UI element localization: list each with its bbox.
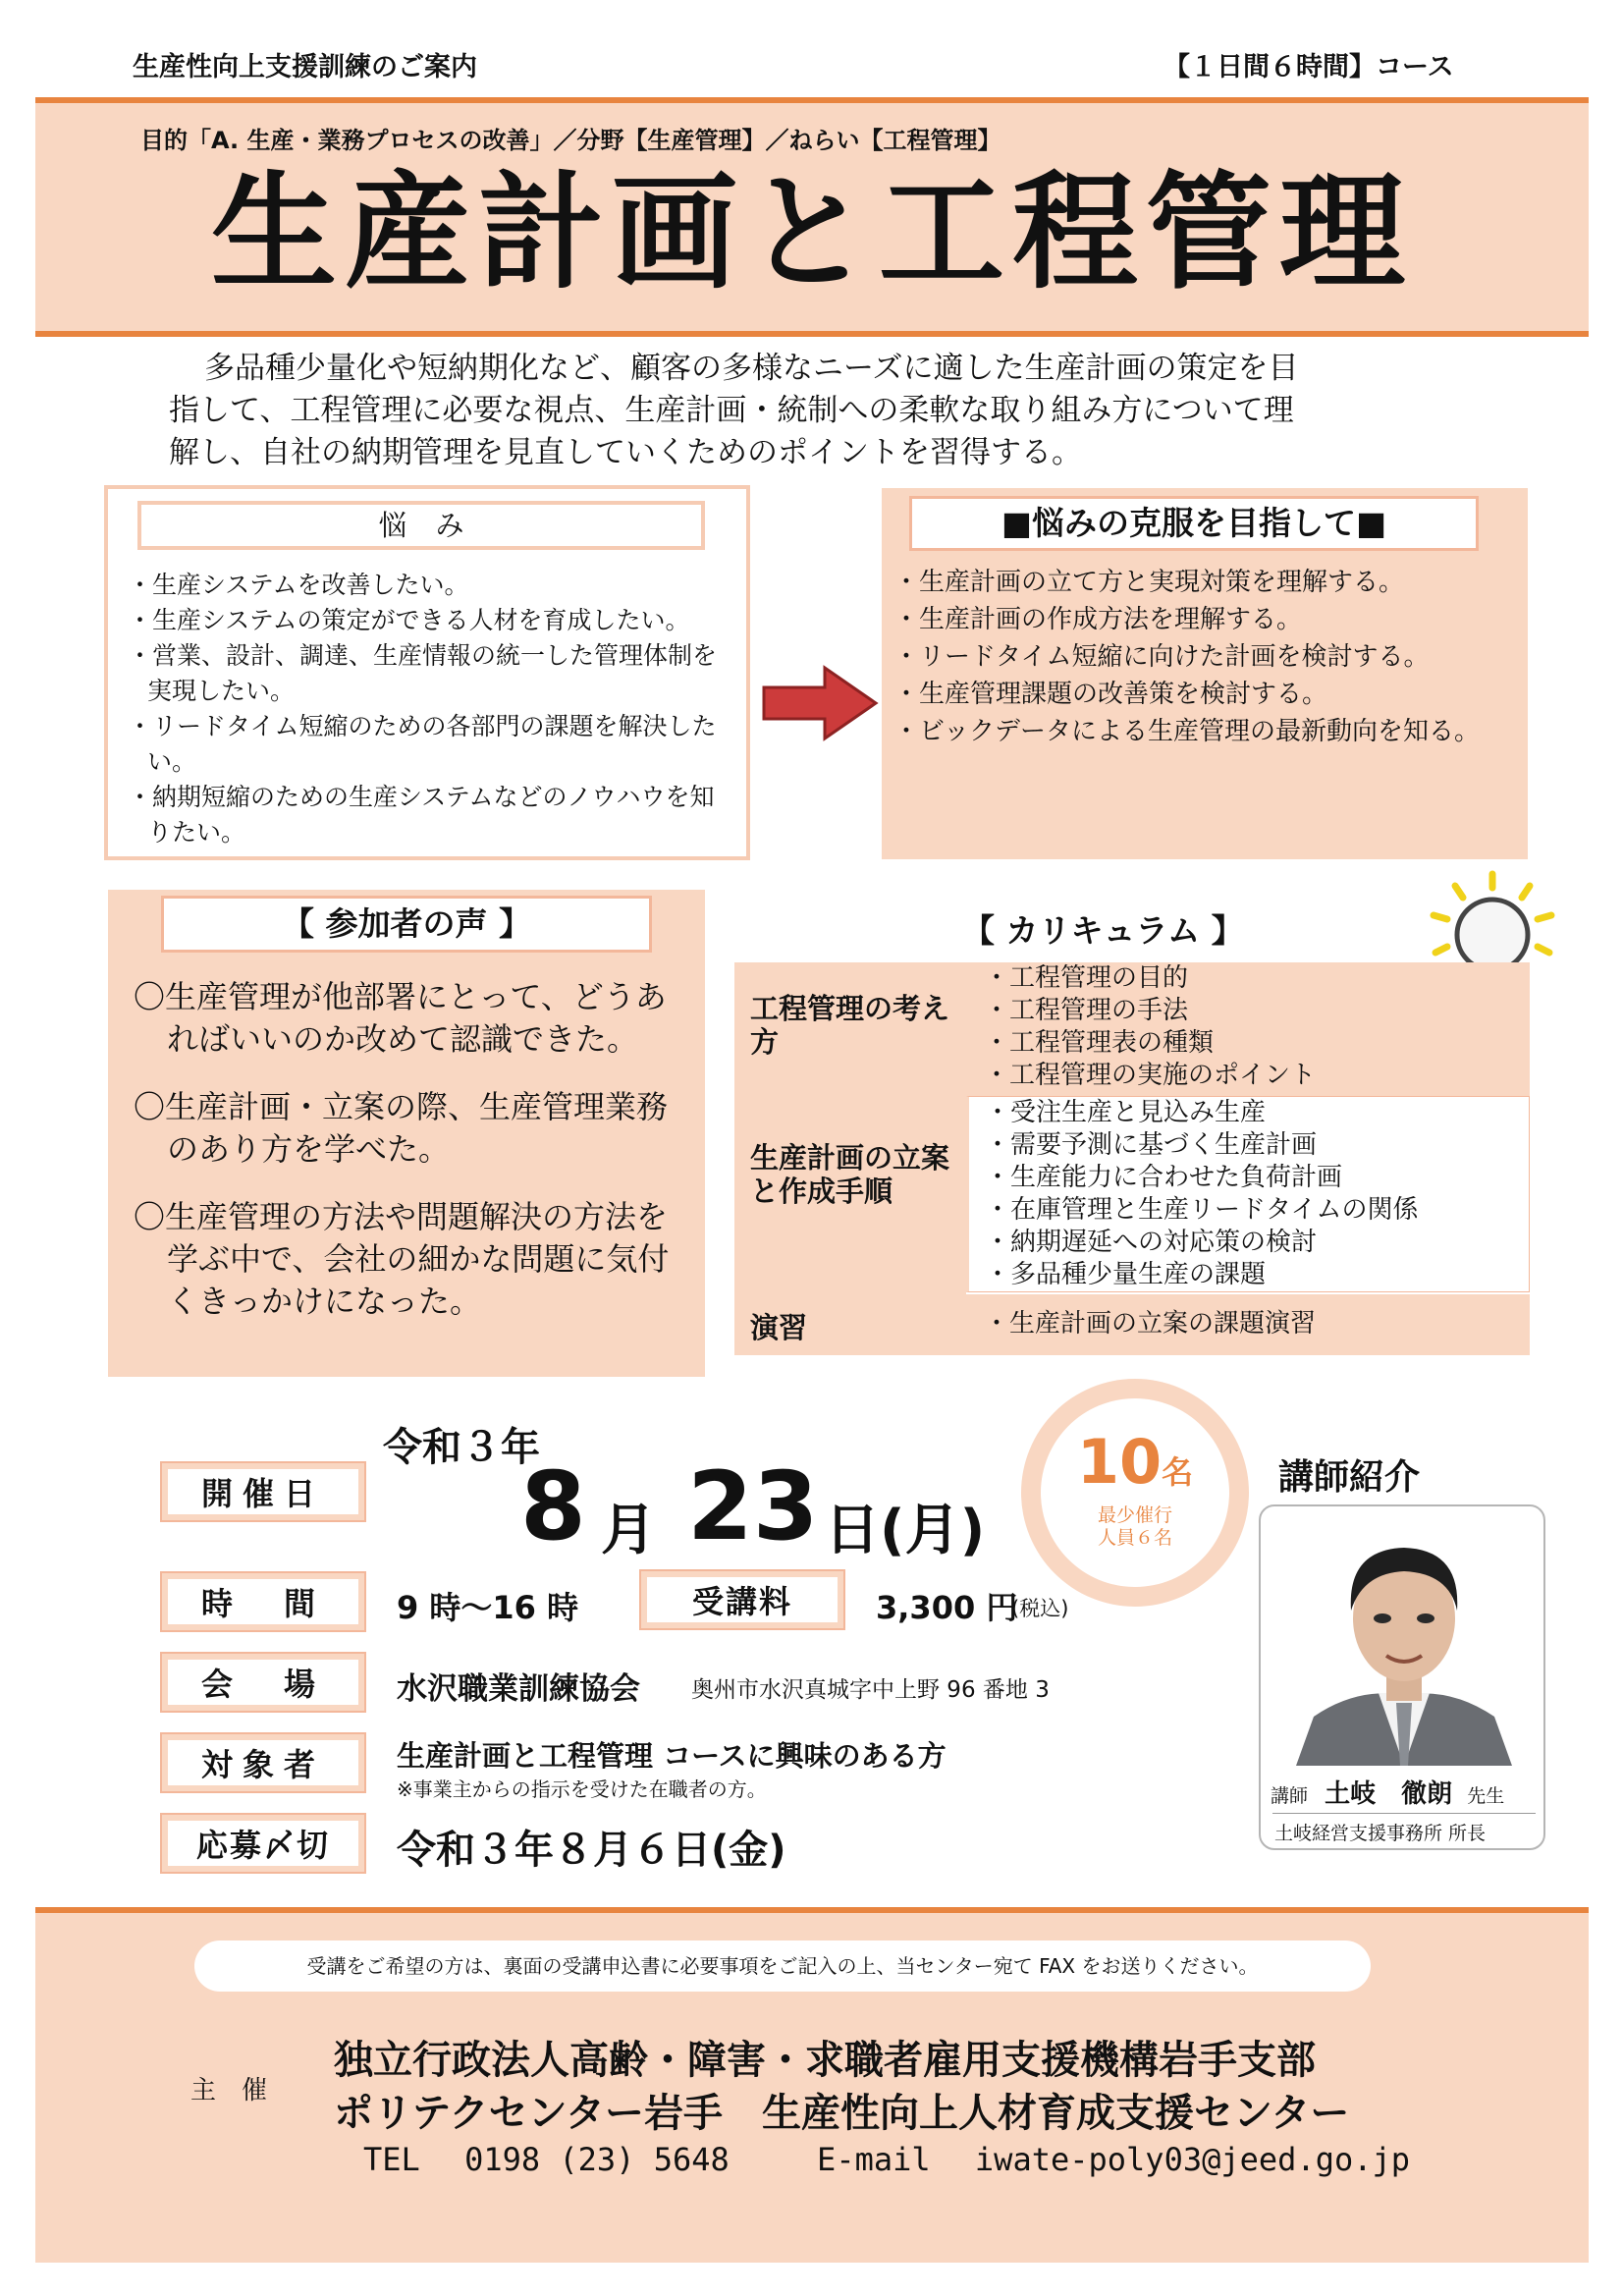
list-item: ・在庫管理と生産リードタイムの関係 bbox=[985, 1195, 1419, 1225]
arrow-right-icon bbox=[760, 664, 880, 742]
intro-text bbox=[169, 348, 1406, 474]
goals-title: ■悩みの克服を目指して■ bbox=[1001, 504, 1387, 542]
instructor-suffix: 先生 bbox=[1467, 1785, 1505, 1807]
capacity-min-line: 人員６名 bbox=[1097, 1527, 1172, 1549]
list-item: ・工程管理の目的 bbox=[984, 963, 1189, 993]
worries-list bbox=[128, 568, 736, 850]
curriculum-row-items bbox=[984, 1308, 1316, 1340]
deadline-label: 応募〆切 bbox=[168, 1821, 358, 1866]
worries-box bbox=[104, 485, 750, 860]
banner-bottom-line bbox=[35, 331, 1589, 337]
list-item: ・生産計画の作成方法を理解する。 bbox=[893, 605, 1303, 634]
date-day: 23 bbox=[687, 1451, 819, 1561]
list-item: 〇生産管理の方法や問題解決の方法を学ぶ中で、会社の細かな問題に気付くきっかけになった。 bbox=[134, 1198, 670, 1320]
curriculum-row-head: 工程管理の考え方 bbox=[750, 992, 950, 1059]
header-right: 【１日間６時間】コース bbox=[1163, 52, 1454, 82]
intro-line: 多品種少量化や短納期化など、顧客の多様なニーズに適した生産計画の策定を目 bbox=[204, 351, 1299, 386]
list-item: ・納期遅延への対応策の検討 bbox=[985, 1228, 1318, 1257]
fee-note: (税込) bbox=[1011, 1597, 1069, 1620]
capacity-unit: 名 bbox=[1162, 1453, 1194, 1491]
list-item: ・営業、設計、調達、生産情報の統一した管理体制を実現したい。 bbox=[128, 641, 718, 705]
worries-title-box bbox=[137, 501, 705, 550]
voices-title: 【 参加者の声 】 bbox=[282, 904, 531, 943]
curriculum-row bbox=[734, 962, 1530, 1096]
header-left: 生産性向上支援訓練のご案内 bbox=[133, 52, 477, 82]
list-item: ・生産計画の立て方と実現対策を理解する。 bbox=[893, 568, 1405, 597]
venue-address: 奥州市水沢真城字中上野 96 番地 3 bbox=[691, 1677, 1050, 1703]
capacity-badge bbox=[1021, 1379, 1249, 1607]
instructor-card bbox=[1259, 1504, 1545, 1850]
curriculum-row bbox=[734, 1294, 1530, 1355]
footer-notice: 受講をご希望の方は、裏面の受講申込書に必要事項をご記入の上、当センター宛て FAX をお送りください。 bbox=[306, 1954, 1259, 1978]
time-label-box bbox=[160, 1571, 366, 1632]
deadline-value: 令和３年８月６日(金) bbox=[397, 1828, 786, 1873]
venue-value: 水沢職業訓練協会 bbox=[397, 1671, 640, 1707]
goals-box bbox=[882, 488, 1528, 859]
curriculum-row-items-cell bbox=[966, 1096, 1530, 1292]
fee-label: 受講料 bbox=[647, 1577, 838, 1622]
list-item: ・工程管理の手法 bbox=[984, 996, 1189, 1025]
list-item: ・生産システムの策定ができる人材を育成したい。 bbox=[128, 606, 690, 634]
goals-list bbox=[893, 564, 1483, 750]
tel-value: 0198 (23) 5648 bbox=[464, 2141, 730, 2178]
contact-line bbox=[363, 2141, 1410, 2178]
instructor-heading: 講師紹介 bbox=[1278, 1457, 1421, 1498]
capacity-min bbox=[1041, 1504, 1229, 1550]
banner bbox=[35, 103, 1589, 331]
host-org-2: ポリテクセンター岩手 生産性向上人材育成支援センター bbox=[334, 2091, 1350, 2136]
list-item: ・リードタイム短縮に向けた計画を検討する。 bbox=[893, 642, 1430, 672]
date-month-unit: 月 bbox=[601, 1499, 656, 1562]
curriculum-row-items bbox=[984, 962, 1316, 1092]
deadline-label-box bbox=[160, 1813, 366, 1874]
voices-title-box bbox=[161, 896, 652, 953]
date-label-box bbox=[160, 1461, 366, 1522]
list-item: ・納期短縮のための生産システムなどのノウハウを知りたい。 bbox=[128, 783, 715, 847]
list-item: ・生産能力に合わせた負荷計画 bbox=[985, 1163, 1343, 1192]
banner-purpose: 目的「A. 生産・業務プロセスの改善」／分野【生産管理】／ねらい【工程管理】 bbox=[140, 127, 1001, 154]
host-org-1: 独立行政法人高齢・障害・求職者雇用支援機構岩手支部 bbox=[334, 2038, 1316, 2083]
curriculum-row-head: 演習 bbox=[750, 1311, 808, 1344]
capacity-inner bbox=[1041, 1398, 1229, 1587]
footer-notice-box bbox=[194, 1941, 1371, 1992]
date-label: 開催日 bbox=[168, 1469, 358, 1514]
time-label: 時 間 bbox=[168, 1579, 358, 1624]
venue-label: 会 場 bbox=[168, 1660, 358, 1705]
voices-box bbox=[108, 890, 705, 1377]
goals-title-box bbox=[909, 496, 1479, 551]
capacity-min-line: 最少催行 bbox=[1097, 1504, 1172, 1526]
intro-line: 指して、工程管理に必要な視点、生産計画・統制への柔軟な取り組み方について理 bbox=[169, 393, 1294, 428]
list-item: ・需要予測に基づく生産計画 bbox=[985, 1130, 1318, 1160]
page-title: 生産計画と工程管理 bbox=[210, 160, 1413, 306]
list-item: 〇生産計画・立案の際、生産管理業務のあり方を学べた。 bbox=[134, 1088, 669, 1168]
curriculum-row-head: 生産計画の立案と作成手順 bbox=[750, 1141, 950, 1208]
date-day-unit: 日(月) bbox=[825, 1499, 986, 1562]
list-item: ・工程管理の実施のポイント bbox=[984, 1061, 1317, 1090]
curriculum-title: 【 カリキュラム 】 bbox=[962, 911, 1244, 950]
instructor-photo bbox=[1288, 1520, 1520, 1766]
curriculum-row-head-cell bbox=[734, 1096, 966, 1294]
date-era: 令和３年 bbox=[383, 1425, 540, 1470]
list-item: ・リードタイム短縮のための各部門の課題を解決したい。 bbox=[128, 712, 717, 776]
instructor-prefix: 講師 bbox=[1271, 1785, 1309, 1807]
instructor-affiliation-rule bbox=[1272, 1813, 1536, 1814]
instructor-affiliation: 土岐経営支援事務所 所長 bbox=[1274, 1823, 1487, 1844]
list-item: ・ビックデータによる生産管理の最新動向を知る。 bbox=[893, 717, 1480, 746]
list-item: ・生産システムを改善したい。 bbox=[128, 571, 469, 599]
target-label-box bbox=[160, 1732, 366, 1793]
curriculum-table bbox=[734, 962, 1530, 1373]
target-label: 対象者 bbox=[168, 1740, 358, 1785]
voices-list bbox=[134, 976, 693, 1348]
footer bbox=[35, 1913, 1589, 2263]
date-month: 8 bbox=[520, 1451, 586, 1561]
email-label: E-mail bbox=[817, 2141, 931, 2178]
curriculum-row bbox=[734, 1096, 1530, 1294]
tel-label: TEL bbox=[363, 2141, 420, 2178]
venue-label-box bbox=[160, 1652, 366, 1713]
list-item: ・生産管理課題の改善策を検討する。 bbox=[893, 680, 1328, 709]
list-item: 〇生産管理が他部署にとって、どうあればいいのか改めて認識できた。 bbox=[134, 978, 667, 1058]
intro-line: 解し、自社の納期管理を見直していくためのポイントを習得する。 bbox=[169, 435, 1082, 470]
capacity-count bbox=[1041, 1426, 1229, 1498]
target-note: ※事業主からの指示を受けた在職者の方。 bbox=[397, 1777, 767, 1801]
time-value: 9 時～16 時 bbox=[397, 1589, 579, 1626]
list-item: ・受注生産と見込み生産 bbox=[985, 1098, 1267, 1127]
list-item: ・生産計画の立案の課題演習 bbox=[984, 1309, 1317, 1339]
host-label: 主 催 bbox=[190, 2076, 268, 2105]
email-value: iwate-poly03@jeed.go.jp bbox=[974, 2141, 1411, 2178]
list-item: ・工程管理表の種類 bbox=[984, 1028, 1215, 1058]
curriculum-row-items bbox=[985, 1097, 1418, 1291]
instructor-name: 土岐 徹朗 bbox=[1325, 1779, 1453, 1809]
list-item: ・多品種少量生産の課題 bbox=[985, 1260, 1267, 1289]
capacity-number: 10 bbox=[1076, 1426, 1163, 1498]
fee-label-box bbox=[639, 1569, 845, 1630]
fee-value: 3,300 円 bbox=[876, 1589, 1018, 1626]
instructor-name-line bbox=[1271, 1774, 1538, 1810]
target-value: 生産計画と工程管理 コースに興味のある方 bbox=[397, 1739, 947, 1773]
worries-title: 悩 み bbox=[378, 509, 464, 542]
